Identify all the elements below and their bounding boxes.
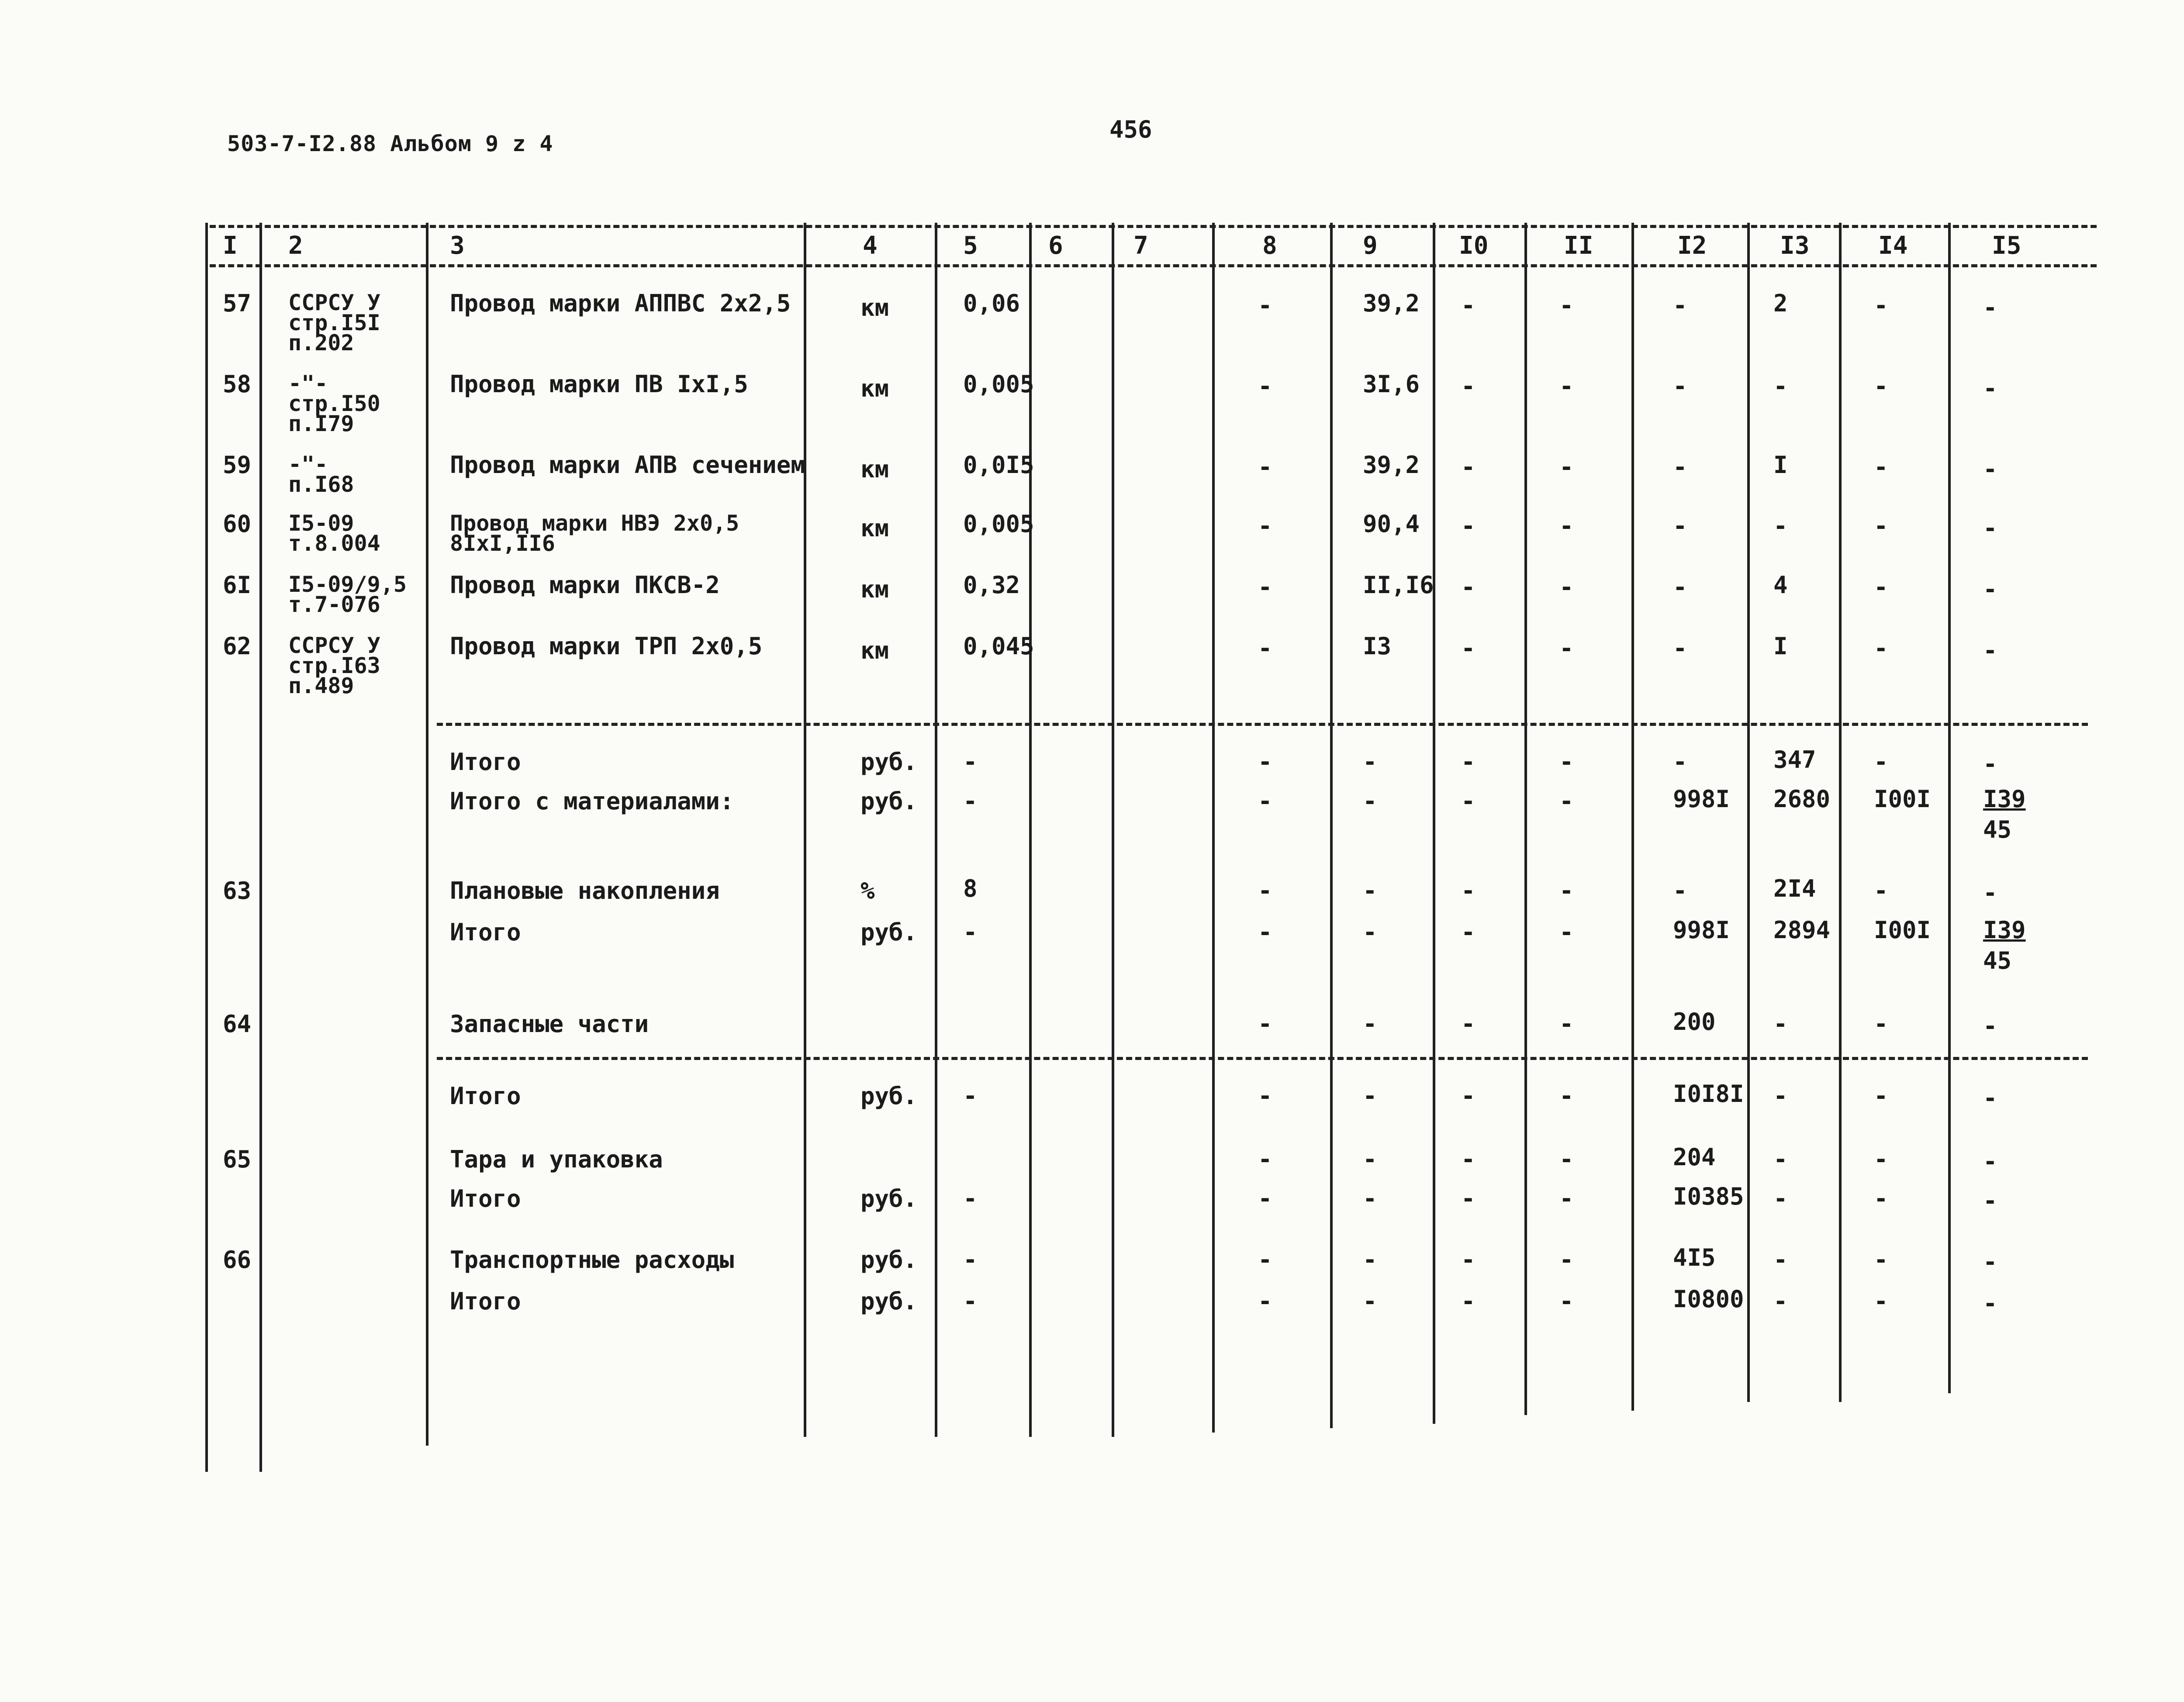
column-header: 9 (1363, 231, 1378, 260)
column-header: 8 (1262, 231, 1277, 260)
document-reference: 503-7-I2.88 Альбом 9 z 4 (227, 131, 553, 156)
column-header: I2 (1677, 231, 1707, 260)
column-header: 5 (963, 231, 978, 260)
column-header: I5 (1992, 231, 2022, 260)
column-header: 2 (288, 231, 303, 260)
column-header: 4 (863, 231, 878, 260)
column-header: I0 (1459, 231, 1489, 260)
column-header: 3 (450, 231, 465, 260)
column-header: I4 (1878, 231, 1908, 260)
column-header: I3 (1780, 231, 1810, 260)
document-page: 503-7-I2.88 Альбом 9 z 4 456 I 2 3 4 5 6 7 8 9 I0 II I2 I3 I4 I5 57 ССРСУ У стр.I5I п.202 Провод марки АППВС 2x2,5 км 0,06 - 39,2 - - - 2 - - 58 -"- стр.I50 п.I79 Провод марки ПВ IxI,5 км 0,005 - 3I,6 - - - - - - 59 -"- п.I68 Провод марки АПВ сечением км 0,0I5 - 39,2 - - - I - - 60 I5-09 т.8.004 Провод марки НВЭ 2x0,5 8IxI,II6 км 0,005 - 90,4 - - - - - - 6I I5-09/9,5 т.7-076 Провод марки ПКСВ-2 км 0,32 - II,I6 - - - 4 - - 62 ССРСУ У стр.I63 п.489 Провод марки ТРП 2x0,5 км 0,045 - I3 - - - I - - Итого руб. - - - - - - 347 - - Итого с материалами: руб. - - - - - 998I 2680 I00I I39 45 63 Плановые накопления % 8 - - - - - 2I4 - - Итого руб. - - - - - 998I 2894 I00I I39 45 64 Запасные части - - - - 200 - - - Итого руб. - - - - - I0I8I - - - 65 Тара и упаковка - - - - 204 - - - Итого руб. - - - - - I0385 - - - 66 Транспортные расходы руб. - - - - - 4I5 - - - Итого руб. - - - - - I0800 - - - (0, 0, 2184, 1702)
column-header: I (223, 231, 238, 260)
column-header: II (1564, 231, 1593, 260)
column-header: 7 (1133, 231, 1148, 260)
column-header: 6 (1048, 231, 1063, 260)
page-number: 456 (1109, 116, 1152, 143)
